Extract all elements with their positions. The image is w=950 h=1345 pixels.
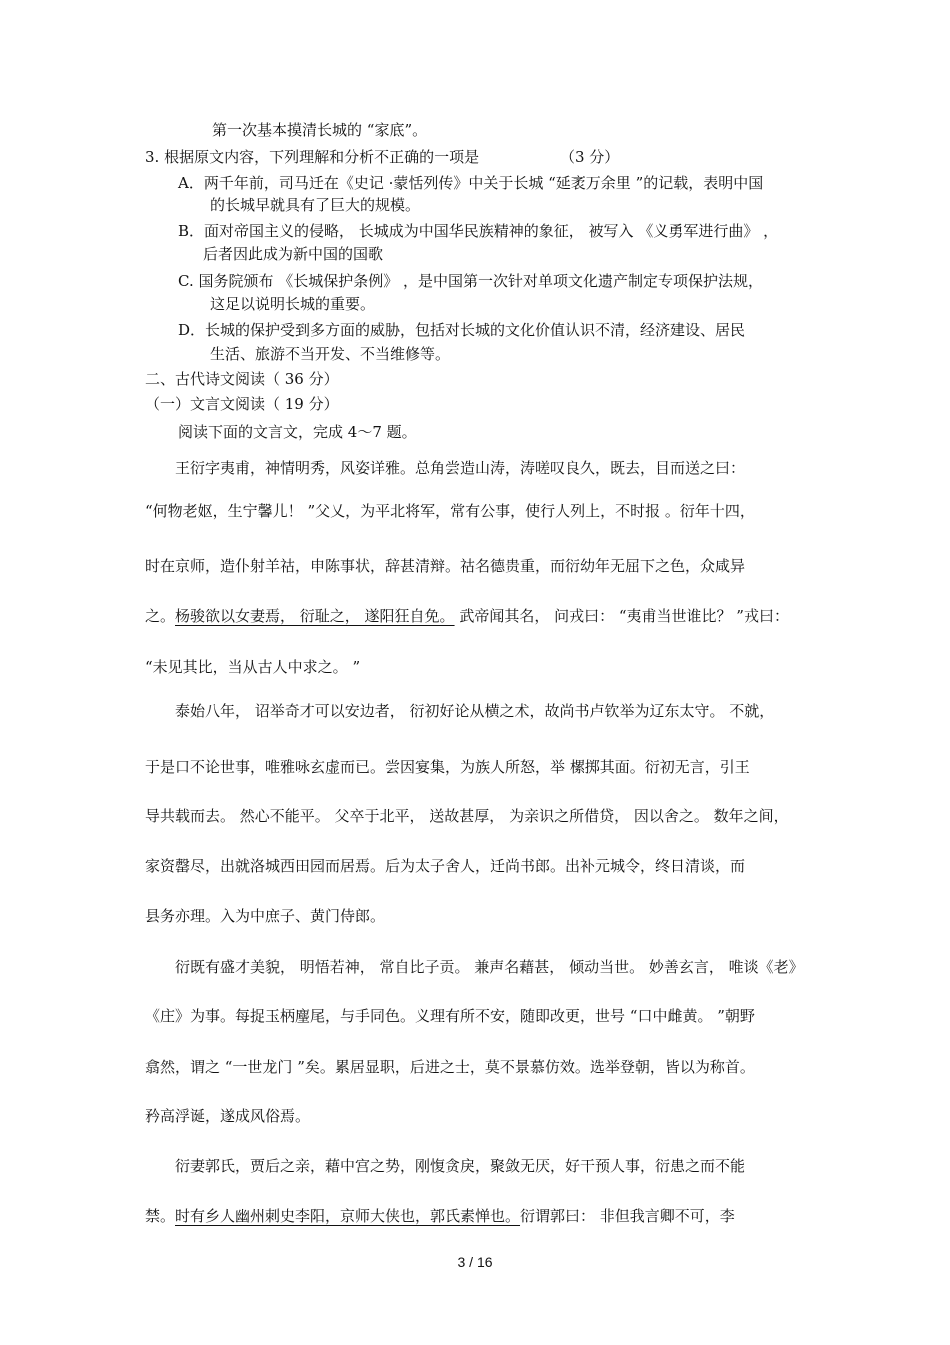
passage-line: 之。杨骏欲以女妻焉， 衍耻之， 遂阳狂自免。 武帝闻其名， 问戎曰： “夷甫当世谁比？ ”戎曰： [145,607,789,625]
passage-line: 矜高浮诞，遂成风俗焉。 [145,1107,311,1125]
section-2-1-heading: （一）文言文阅读（ 19 分） [145,395,339,413]
passage-line: “何物老妪，生宁馨儿！ ”父乂，为平北将军，常有公事，使行人列上，不时报 。衍年十四， [145,502,755,520]
passage-line: 时在京师，造仆射羊祜，申陈事状，辞甚清辩。祜名德贵重，而衍幼年无屈下之色，众咸异 [145,557,746,575]
passage-line: 导共载而去。 然心不能平。 父卒于北平， 送故甚厚， 为亲识之所借贷， 因以舍之。 数年之间， [145,807,789,825]
passage-line: 于是口不论世事，唯雅咏玄虚而已。尝因宴集，为族人所怒，举 樏掷其面。衍初无言，引王 [145,758,750,776]
option-b-line2: 后者因此成为新中国的国歌 [203,245,384,263]
option-c-line1: C. 国务院颁布 《长城保护条例》 ，是中国第一次针对单项文化遗产制定专项保护法规， [178,272,764,290]
reading-instruction: 阅读下面的文言文，完成 4～7 题。 [178,423,417,441]
passage-line: 家资罄尽，出就洛城西田园而居焉。后为太子舍人，迁尚书郎。出补元城令，终日清谈，而 [145,857,746,875]
passage-line: 禁。时有乡人幽州刺史李阳，京师大侠也，郭氏素惮也。衍谓郭曰： 非但我言卿不可，李 [145,1207,735,1225]
underlined-sentence-1: 杨骏欲以女妻焉， 衍耻之， 遂阳狂自免。 [175,607,455,625]
intro-line-end: 第一次基本摸清长城的 “家底”。 [212,121,428,139]
passage-line: 《庄》为事。每捉玉柄麈尾，与手同色。义理有所不安，随即改更，世号 “口中雌黄。 ”朝野 [145,1007,755,1025]
underlined-sentence-2: 时有乡人幽州刺史李阳，京师大侠也，郭氏素惮也。 [175,1207,521,1225]
page-number: 3 / 16 [457,1254,493,1270]
question-3-stem: 3. 根据原文内容，下列理解和分析不正确的一项是 [145,148,480,166]
passage-line: 王衍字夷甫，神情明秀，风姿详雅。总角尝造山涛，涛嗟叹良久，既去，目而送之曰： [175,459,746,477]
passage-line: “未见其比，当从古人中求之。 ” [145,658,361,676]
passage-line: 县务亦理。入为中庶子、黄门侍郎。 [145,907,386,925]
question-3-score: （3 分） [560,148,620,166]
passage-line: 衍妻郭氏，贾后之亲，藉中宫之势，刚愎贪戾，聚敛无厌，好干预人事，衍患之而不能 [175,1157,746,1175]
option-a-line2: 的长城早就具有了巨大的规模。 [210,196,421,214]
passage-line: 翕然，谓之 “一世龙门 ”矣。累居显职，后进之士，莫不景慕仿效。选举登朝，皆以为称首。 [145,1058,755,1076]
section-2-heading: 二、古代诗文阅读（ 36 分） [145,370,339,388]
passage-line: 泰始八年， 诏举奇才可以安边者， 衍初好论从横之术，故尚书卢钦举为辽东太守。 不就， [175,702,775,720]
option-a-line1: A．两千年前，司马迁在《史记 ·蒙恬列传》中关于长城 “延袤万余里 ”的记载，表明中国 [178,174,764,192]
passage-line: 衍既有盛才美貌， 明悟若神， 常自比子贡。 兼声名藉甚， 倾动当世。 妙善玄言， 唯谈《老》 [175,958,804,976]
option-b-line1: B．面对帝国主义的侵略， 长城成为中国华民族精神的象征， 被写入 《义勇军进行曲》 ， [178,222,779,240]
option-c-line2: 这足以说明长城的重要。 [210,295,376,313]
option-d-line1: D．长城的保护受到多方面的威胁，包括对长城的文化价值认识不清，经济建设、居民 [178,321,746,339]
option-d-line2: 生活、旅游不当开发、不当维修等。 [210,345,451,363]
